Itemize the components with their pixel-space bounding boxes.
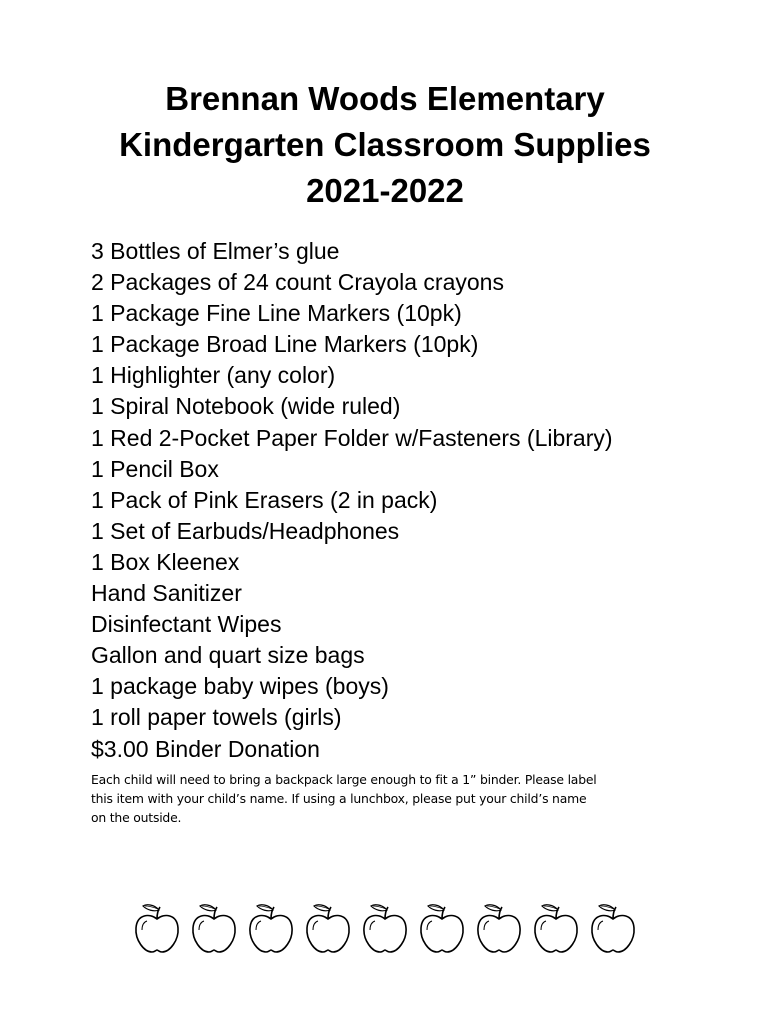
list-item: 1 Package Fine Line Markers (10pk)	[91, 300, 462, 327]
list-item: Hand Sanitizer	[91, 580, 242, 607]
list-item: $3.00 Binder Donation	[91, 735, 320, 762]
list-item: 1 roll paper towels (girls)	[91, 704, 342, 731]
list-item: 1 Package Broad Line Markers (10pk)	[91, 331, 479, 358]
list-item: 2 Packages of 24 count Crayola crayons	[91, 269, 504, 296]
list-item: 3 Bottles of Elmer’s glue	[91, 238, 340, 264]
list-item: Disinfectant Wipes	[91, 611, 282, 638]
apple-icon	[189, 900, 239, 956]
apple-icon	[246, 900, 296, 956]
list-item: 1 Pack of Pink Erasers (2 in pack)	[91, 486, 438, 513]
note-line: Each child will need to bring a backpack large enough to fit a 1” binder. Please label	[91, 772, 597, 787]
list-item: 1 Pencil Box	[91, 455, 219, 482]
school-name: Brennan Woods Elementary	[165, 80, 605, 117]
page-title	[0, 76, 770, 214]
apple-icon	[303, 900, 353, 956]
apple-icon	[474, 900, 524, 956]
apple-border	[132, 900, 642, 956]
supply-list	[91, 236, 613, 765]
note-line: on the outside.	[91, 810, 182, 825]
list-name: Kindergarten Classroom Supplies	[119, 126, 651, 163]
apple-icon	[417, 900, 467, 956]
list-item: Gallon and quart size bags	[91, 642, 365, 669]
list-item: 1 Set of Earbuds/Headphones	[91, 517, 400, 544]
school-year: 2021-2022	[306, 172, 464, 209]
list-item: 1 package baby wipes (boys)	[91, 673, 389, 700]
apple-icon	[588, 900, 638, 956]
apple-icon	[132, 900, 182, 956]
backpack-note	[91, 770, 691, 827]
apple-icon	[360, 900, 410, 956]
list-item: 1 Box Kleenex	[91, 548, 240, 575]
list-item: 1 Red 2-Pocket Paper Folder w/Fasteners (Library)	[91, 424, 613, 451]
note-line: this item with your child’s name. If using a lunchbox, please put your child’s name	[91, 791, 587, 806]
list-item: 1 Highlighter (any color)	[91, 362, 336, 389]
list-item: 1 Spiral Notebook (wide ruled)	[91, 393, 401, 420]
apple-icon	[531, 900, 581, 956]
